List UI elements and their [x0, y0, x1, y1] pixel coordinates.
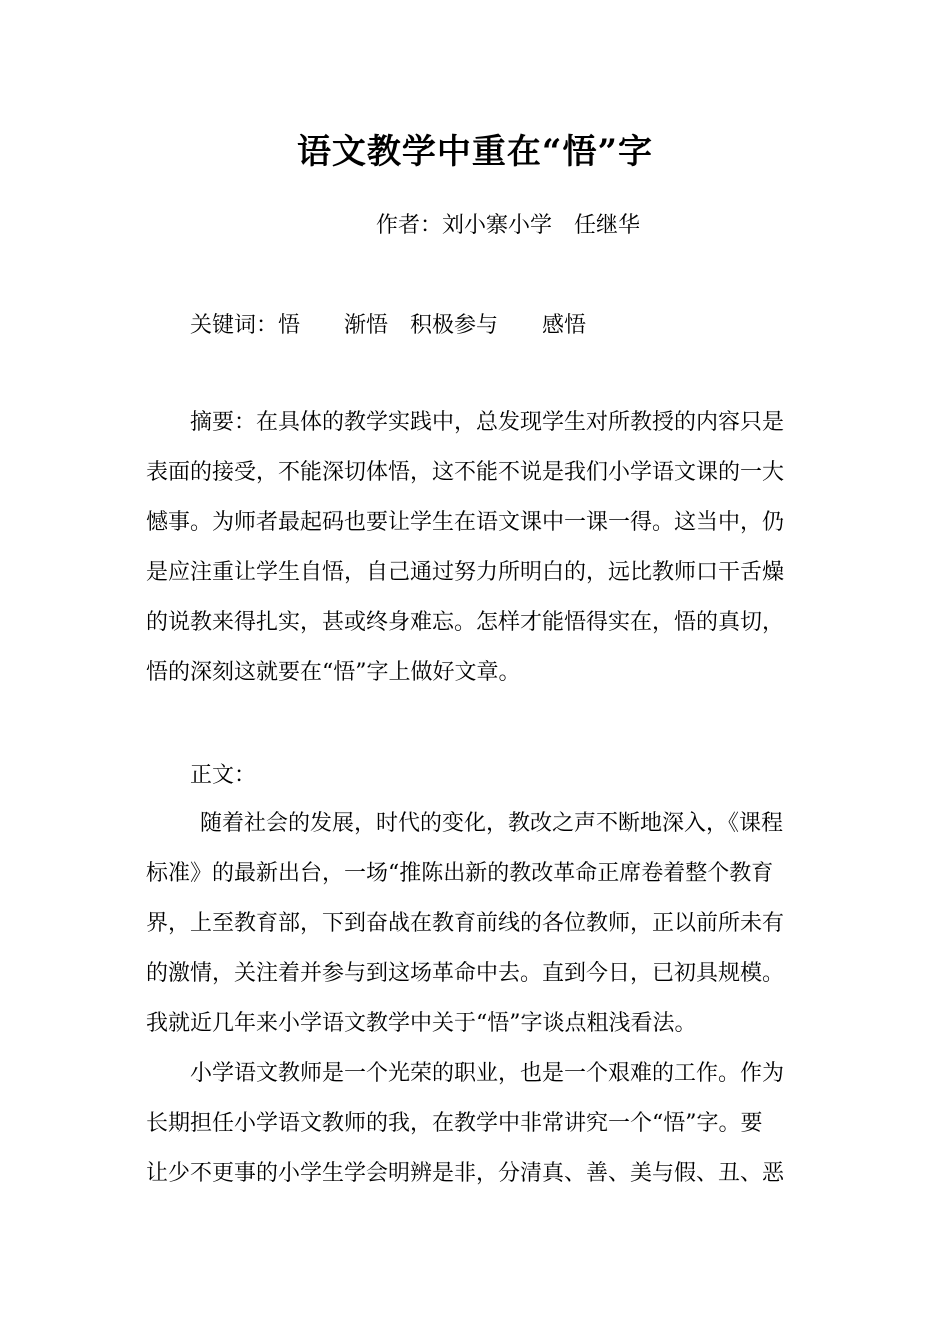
body-heading: 正文： [190, 763, 257, 788]
abstract-line: 摘要：在具体的教学实践中，总发现学生对所教授的内容只是 [190, 410, 785, 435]
abstract-paragraph [146, 398, 816, 698]
abstract-line: 悟的深刻这就要在“悟”字上做好文章。 [146, 660, 521, 685]
paragraph-line: 标准》的最新出台，一场“推陈出新的教改革命正席卷着整个教育 [146, 861, 774, 886]
abstract-line: 是应注重让学生自悟，自己通过努力所明白的，远比教师口干舌燥 [146, 560, 785, 585]
abstract-line: 憾事。为师者最起码也要让学生在语文课中一课一得。这当中，仍 [146, 510, 785, 535]
author-line: 作者：刘小寨小学 任继华 [376, 213, 641, 238]
keywords-line: 关键词：悟 渐悟 积极参与 感悟 [190, 313, 587, 338]
paragraph-line: 界，上至教育部，下到奋战在教育前线的各位教师，正以前所未有 [146, 911, 785, 936]
paragraph-line: 长期担任小学语文教师的我，在教学中非常讲究一个“悟”字。要 [146, 1111, 763, 1136]
paragraph-line: 小学语文教师是一个光荣的职业，也是一个艰难的工作。作为 [190, 1061, 785, 1086]
paragraph-line: 随着社会的发展，时代的变化，教改之声不断地深入，《课程 [200, 811, 784, 836]
body-paragraph-2 [146, 1049, 816, 1199]
paragraph-line: 的激情，关注着并参与到这场革命中去。直到今日，已初具规模。 [146, 961, 785, 986]
document-title: 语文教学中重在“悟”字 [296, 132, 654, 172]
abstract-line: 表面的接受，不能深切体悟，这不能不说是我们小学语文课的一大 [146, 460, 785, 485]
paragraph-line: 我就近几年来小学语文教学中关于“悟”字谈点粗浅看法。 [146, 1011, 697, 1036]
body-paragraph-1 [146, 799, 816, 1049]
paragraph-line: 让少不更事的小学生学会明辨是非，分清真、善、美与假、丑、恶 [146, 1161, 785, 1186]
abstract-line: 的说教来得扎实，甚或终身难忘。怎样才能悟得实在，悟的真切， [146, 610, 785, 635]
